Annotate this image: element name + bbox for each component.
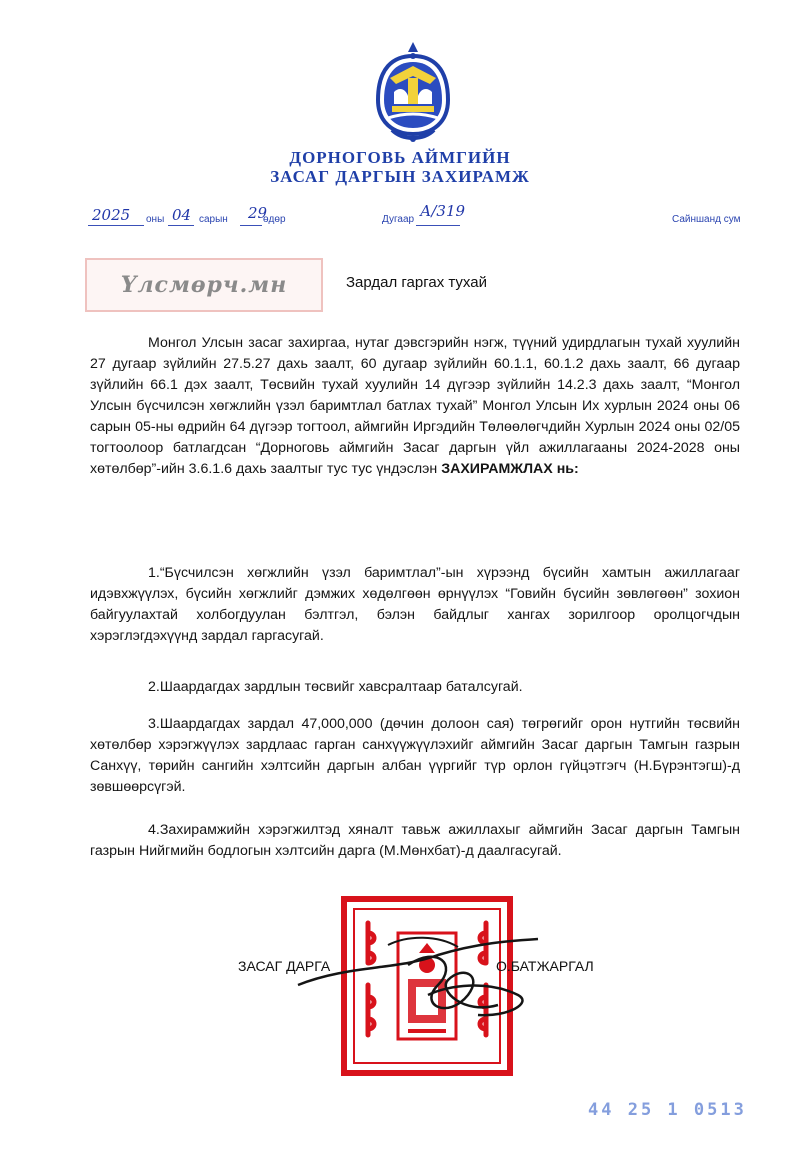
intro-paragraph — [90, 333, 740, 480]
state-emblem-icon — [368, 38, 458, 143]
order-item-1: 1.“Бүсчилсэн хөгжлийн үзэл баримтлал”-ын хүрээнд бүсийн хамтын ажиллагааг идэвхжүүлэх, бүсийн хөгжлийг дэмжих хөдөлгөөн өрнүүлэх “Говийн бүсийн зөвлөгөөн” зохион байгуулахтай холбогдуулан бэлтгэл, бэлэн байдлыг хангах зорилгоор оролцогчдын хэрэглэгдэхүүнд зардал гаргасугай. — [90, 565, 740, 644]
date-month: 04 — [172, 206, 192, 224]
signatory-title: ЗАСАГ ДАРГА — [238, 958, 331, 974]
date-year: 2025 — [92, 206, 131, 224]
received-date-stamp: 44 25 1 0513 — [588, 1100, 747, 1120]
watermark-text: Үлсмөрч.мн — [120, 272, 288, 298]
place-label: Сайншанд сум — [672, 214, 741, 225]
handwritten-signature — [288, 925, 548, 1035]
header-doc-type-line: ЗАСАГ ДАРГЫН ЗАХИРАМЖ — [270, 167, 530, 186]
document-subject: Зардал гаргах тухай — [346, 274, 487, 291]
number-underline — [416, 225, 460, 226]
year-label: оны — [146, 214, 165, 225]
month-label: сарын — [199, 214, 228, 225]
number-label: Дугаар — [382, 214, 415, 225]
directive-keyword: ЗАХИРАМЖЛАХ нь: — [441, 461, 579, 477]
day-underline — [240, 225, 262, 226]
date-number-row — [0, 202, 800, 232]
document-number: А/319 — [420, 202, 466, 220]
order-item-2: 2.Шаардагдах зардлын төсвийг хавсралтаар баталсугай. — [148, 679, 523, 695]
day-label: өдөр — [263, 214, 286, 225]
source-watermark — [85, 258, 323, 312]
date-day: 29 — [248, 204, 268, 222]
signatory-name: О.БАТЖАРГАЛ — [496, 958, 594, 974]
order-item-4: 4.Захирамжийн хэрэгжилтэд хяналт тавьж ажиллахыг аймгийн Засаг даргын Тамгын газрын Нийгмийн бодлогын хэлтсийн дарга (М.Мөнхбат)-д даалгасугай. — [90, 822, 740, 859]
header-org-line: ДОРНОГОВЬ АЙМГИЙН — [289, 148, 511, 167]
month-underline — [168, 225, 194, 226]
year-underline — [88, 225, 144, 226]
order-item-3: 3.Шаардагдах зардал 47,000,000 (дөчин долоон сая) төгрөгийг орон нутгийн төсвийн хөтөлбөр хэрэгжүүлэх зардлаас гарган санхүүжүүлэхийг аймгийн Засаг даргын Тамгын газрын Санхүү, төрийн сангийн хэлтсийн даргын албан үүргийг түр орлон гүйцэтгэгч (Н.Бүрэнтэгш)-д зөвшөөрсүгэй. — [90, 716, 740, 795]
intro-text: Монгол Улсын засаг захиргаа, нутаг дэвсгэрийн нэгж, түүний удирдлагын тухай хуулийн 27 дугаар зүйлийн 27.5.27 дахь заалт, 60 дугаар зүйлийн 60.1.1, 60.1.2 дахь заалт, 66 дугаар зүйлийн 66.1 дэх заалт, Төсвийн тухай хуулийн 14 дүгээр зүйлийн 14.2.3 дахь заалт, “Монгол Улсын бүсчилсэн хөгжлийн үзэл баримтлал батлах тухай” Монгол Улсын Их хурлын 2024 оны 06 сарын 05-ны өдрийн 64 дүгээр тогтоол, аймгийн Иргэдийн Төлөөлөгчдийн Хурлын 2024 оны 02/05 тогтоолоор батлагдсан “Дорноговь аймгийн Засаг даргын үйл ажиллагааны 2024-2028 оны хөтөлбөр”-ийн 3.6.1.6 дахь заалтыг тус тус үндэслэн — [90, 335, 740, 477]
